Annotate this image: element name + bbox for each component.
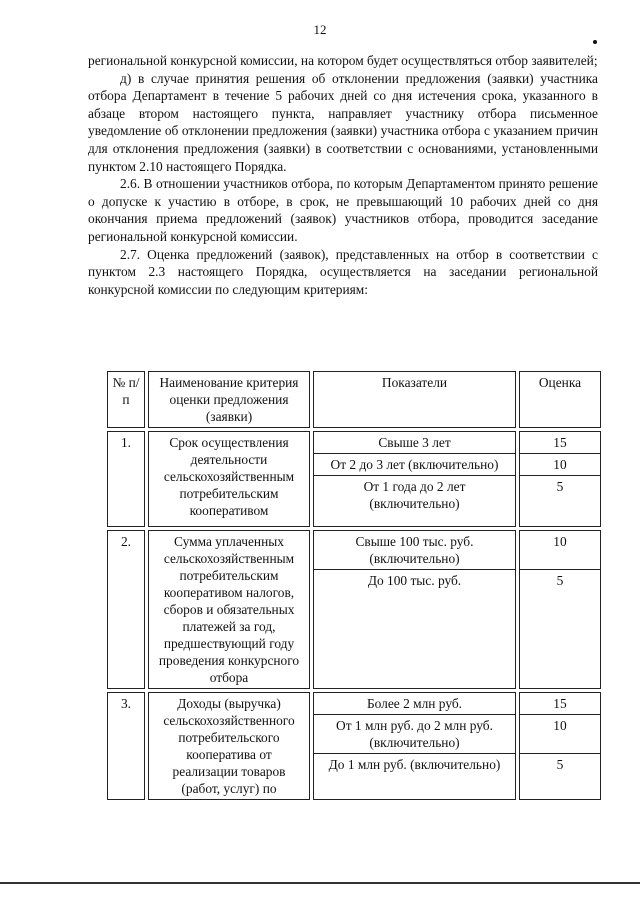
- table-row: [107, 530, 601, 689]
- score: 10: [520, 531, 600, 570]
- row-indicators: [313, 692, 516, 800]
- indicator: До 1 млн руб. (включительно): [328, 757, 501, 772]
- row-num: 3.: [107, 692, 145, 800]
- table-row: [107, 692, 601, 800]
- indicator: От 2 до 3 лет (включительно): [314, 454, 515, 476]
- row-num: 1.: [107, 431, 145, 527]
- header-name: Наименование критерия оценки предложения (заявки): [148, 371, 310, 428]
- header-num: № п/п: [107, 371, 145, 428]
- score: 10: [520, 454, 600, 476]
- indicator: Более 2 млн руб.: [314, 693, 515, 715]
- row-scores: [519, 431, 601, 527]
- indicator: Свыше 100 тыс. руб. (включительно): [314, 531, 515, 570]
- scan-edge-line: [0, 882, 640, 884]
- body-text: [88, 52, 598, 298]
- paragraph-2-6: 2.6. В отношении участников отбора, по которым Департаментом принято решение о допуске к участию в отборе, в срок, не превышающий 10 рабочих дней со дня окончания приема предложений (заявок) участников отбора, проводится заседание региональной конкурсной комиссии.: [88, 176, 598, 244]
- score: 15: [520, 693, 600, 715]
- paragraph-continuation: региональной конкурсной комиссии, на котором будет осуществляться отбор заявителей;: [88, 53, 598, 68]
- score: 5: [556, 479, 564, 494]
- criteria-table: [104, 368, 604, 803]
- row-scores: [519, 530, 601, 689]
- row-criterion: Срок осуществления деятельности сельскохозяйственным потребительским кооперативом: [148, 431, 310, 527]
- header-indicators: Показатели: [313, 371, 516, 428]
- table-header-row: [107, 371, 601, 428]
- indicator: До 100 тыс. руб.: [367, 573, 462, 588]
- page-number: 12: [313, 22, 327, 37]
- score: 10: [520, 715, 600, 754]
- paragraph-d: д) в случае принятия решения об отклонении предложения (заявки) участника отбора Департамент в течение 5 рабочих дней со дня истечения срока, указанного в абзаце втором настоящего пункта, направляет участнику отбора письменное уведомление об отклонении предложения (заявки) участника отбора с указанием причин для отклонения предложения (заявки) в соответствии с основаниями, установленными пунктом 2.10 настоящего Порядка.: [88, 70, 598, 174]
- table-row: [107, 431, 601, 527]
- score: 15: [520, 432, 600, 454]
- row-indicators: [313, 530, 516, 689]
- header-score: Оценка: [519, 371, 601, 428]
- row-criterion: Сумма уплаченных сельскохозяйственным потребительским кооперативом налогов, сборов и обязательных платежей за год, предшествующий году проведения конкурсного отбора: [148, 530, 310, 689]
- indicator: Свыше 3 лет: [314, 432, 515, 454]
- row-indicators: [313, 431, 516, 527]
- score: 5: [556, 757, 564, 772]
- scan-speck: [593, 40, 597, 44]
- row-scores: [519, 692, 601, 800]
- score: 5: [556, 573, 564, 588]
- indicator: От 1 млн руб. до 2 млн руб. (включительно): [314, 715, 515, 754]
- row-criterion: Доходы (выручка) сельскохозяйственного потребительского кооператива от реализации товаров (работ, услуг) по: [148, 692, 310, 800]
- paragraph-2-7: 2.7. Оценка предложений (заявок), представленных на отбор в соответствии с пунктом 2.3 настоящего Порядка, осуществляется на заседании региональной конкурсной комиссии по следующим критериям:: [88, 246, 598, 297]
- row-num: 2.: [107, 530, 145, 689]
- indicator: От 1 года до 2 лет (включительно): [363, 479, 466, 511]
